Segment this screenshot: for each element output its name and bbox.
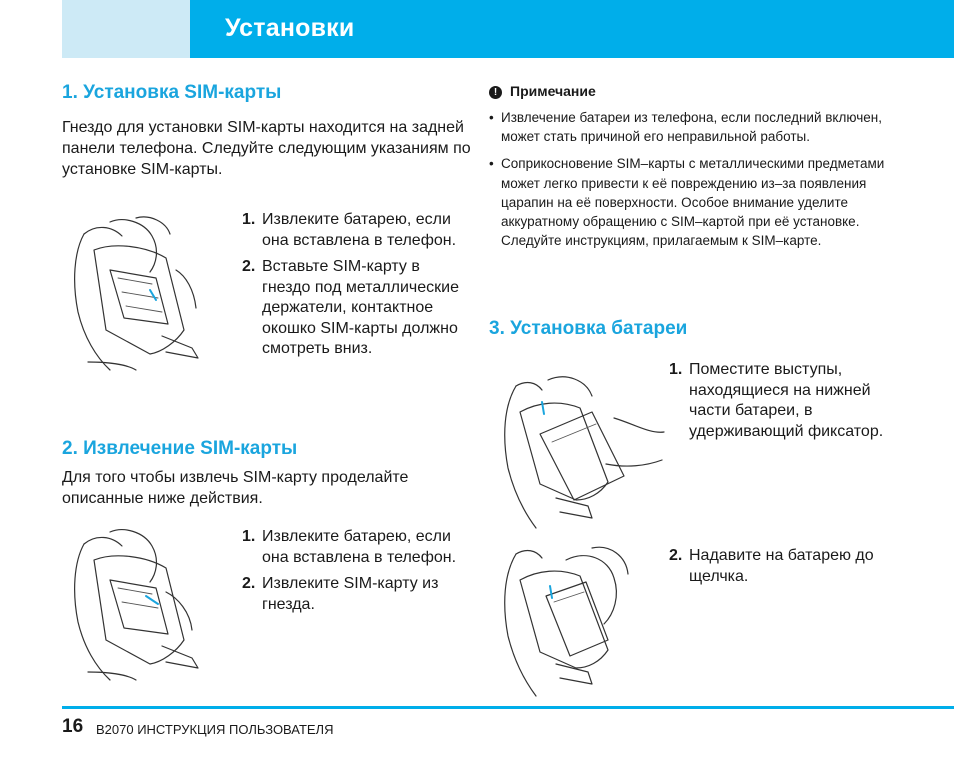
section-3-title: 3. Установка батареи [489,318,688,339]
section-1-intro: Гнездо для установки SIM-карты находится на задней панели телефона. Следуйте следующим указаниям по установке SIM-карты. [62,119,471,178]
sim-remove-illustration [66,522,206,682]
step-text: Извлеките SIM-карту из гнезда. [262,575,439,613]
page-title: Установки [225,14,355,42]
list-item [489,108,889,146]
step-text: Поместите выступы, находящиеся на нижней части батареи, в удерживающий фиксатор. [689,361,884,440]
step-text: Извлеките батарею, если она вставлена в телефон. [262,211,457,249]
bullet: • [489,156,494,172]
section-2-intro: Для того чтобы извлечь SIM-карту проделайте описанные ниже действия. [62,469,409,507]
list-item [242,527,467,568]
list-item [242,574,467,615]
step-text: Вставьте SIM-карту в гнездо под металлические держатели, контактное окошко SIM-карты должно смотреть вниз. [262,258,459,357]
step-number: 1. [669,361,683,378]
step-number: 1. [242,211,256,228]
section-3-step-2 [669,546,904,593]
section-2-steps [242,527,467,621]
footer-title: B2070 ИНСТРУКЦИЯ ПОЛЬЗОВАТЕЛЯ [96,722,334,737]
note-list [489,108,889,258]
section-2-title: 2. Извлечение SIM-карты [62,438,298,459]
section-1-steps [242,210,467,366]
header-accent-block [62,0,190,58]
battery-press-illustration [496,540,666,700]
section-3-step-1 [669,360,904,448]
note-text: Соприкосновение SIM–карты с металлическими предметами может легко привести к её повреждению из–за появления царапин на её поверхности. Особое внимание уделите аккуратному обращению с SIM–картой при её установке. Следуйте инструкциям, прилагаемым к SIM–карте. [501,156,885,249]
step-number: 2. [242,258,256,275]
step-number: 2. [242,575,256,592]
note-heading [489,83,596,99]
list-item [669,360,904,442]
step-number: 1. [242,528,256,545]
section-1-title: 1. Установка SIM-карты [62,82,282,103]
bullet: • [489,110,494,125]
exclamation-icon: ! [489,86,502,99]
page-number: 16 [62,716,84,737]
list-item [242,257,467,360]
list-item [242,210,467,251]
step-number: 2. [669,547,683,564]
footer-rule [62,706,954,709]
step-text: Надавите на батарею до щелчка. [689,547,874,585]
note-title: Примечание [510,83,596,99]
list-item [669,546,904,587]
battery-insert-illustration [496,372,666,532]
sim-insert-illustration [66,212,206,372]
note-text: Извлечение батареи из телефона, если последний включен, может стать причиной его неправильной работы. [501,110,882,145]
list-item [489,154,889,250]
step-text: Извлеките батарею, если она вставлена в телефон. [262,528,457,566]
